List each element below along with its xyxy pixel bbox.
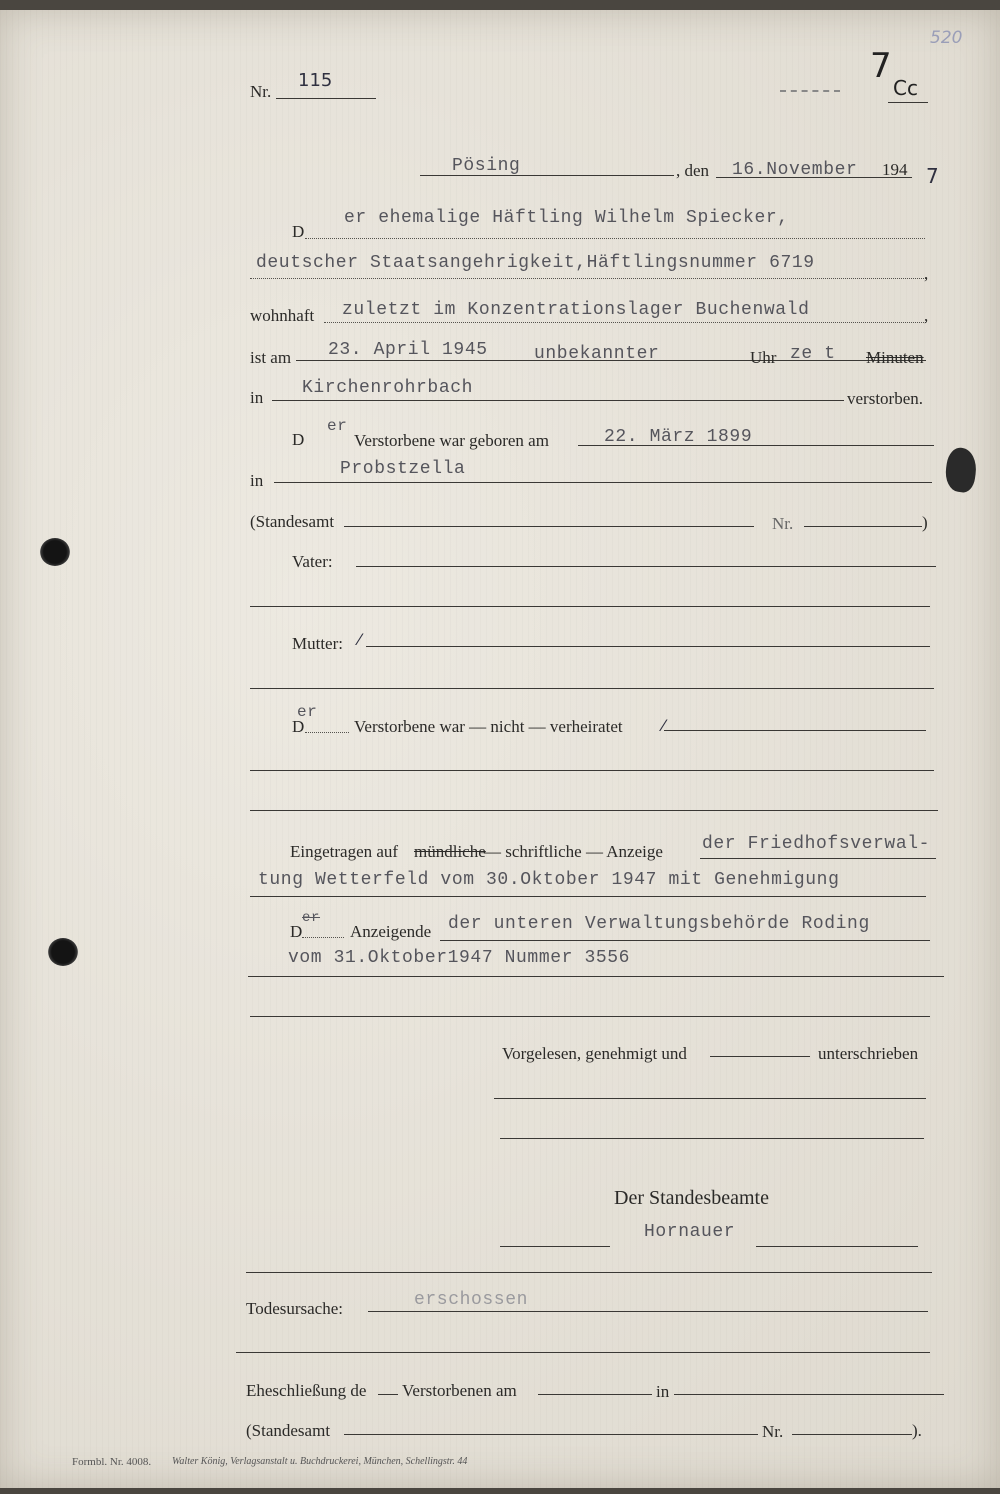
eheschliessung-label: Eheschließung de [246, 1381, 367, 1400]
standesamt-footer-label: (Standesamt [246, 1421, 331, 1440]
registration-line3: der unteren Verwaltungsbehörde Roding [448, 914, 870, 934]
marital-d-label: D [292, 717, 305, 736]
ink-blot [943, 446, 979, 494]
birth-place-value: Probstzella [340, 459, 466, 479]
date-value: 16.November [732, 160, 858, 180]
punch-hole-bottom [48, 938, 78, 966]
eingetragen-label: Eingetragen auf [290, 842, 399, 861]
todesursache-value: erschossen [414, 1290, 529, 1310]
deceased-description: er ehemalige Häftling Wilhelm Spiecker, [344, 208, 789, 228]
birth-nr-label: Nr. [772, 514, 794, 533]
uhr-label: Uhr [750, 348, 777, 367]
eheschliessung-in-label: in [656, 1382, 670, 1401]
den-label: , den [676, 161, 710, 180]
punch-hole-top [40, 538, 70, 566]
vorgelesen-label: Vorgelesen, genehmigt und [502, 1044, 687, 1063]
birth-d-label: D [292, 430, 305, 449]
wohnhaft-label: wohnhaft [250, 306, 315, 325]
registration-line4: vom 31.Oktober1947 Nummer 3556 [288, 948, 631, 968]
in-label: in [250, 388, 264, 407]
deceased-nationality: deutscher Staatsangehrigkeit,Häftlingsnummer 6719 [256, 253, 815, 273]
registration-line2: tung Wetterfeld vom 30.Oktober 1947 mit Genehmigung [258, 870, 840, 890]
mutter-label: Mutter: [292, 634, 343, 653]
nr-label: Nr. [250, 82, 272, 101]
register-sub: Cc [893, 76, 918, 100]
footer-nr-label: Nr. [762, 1422, 784, 1441]
standesbeamte-name: Hornauer [644, 1222, 736, 1242]
verstorben-label: verstorben. [847, 389, 924, 408]
deceased-d-label: D [292, 222, 305, 241]
year-prefix: 194 [882, 160, 908, 179]
marital-text: Verstorbene war — nicht — verheiratet [354, 717, 623, 736]
residence-value: zuletzt im Konzentrationslager Buchenwald [342, 300, 810, 320]
place-value: Pösing [452, 156, 521, 176]
anzeigende-label: Anzeigende [350, 922, 432, 941]
ist-am-label: ist am [250, 348, 292, 367]
register-page: Nr. 115 520 7 Cc Pösing , den 16.November 194 7 D er ehemalige Häftling Wilhelm Spiecker, deutscher Staatsangehrigkeit,Häftlingsnummer 6719 , wohnhaft zuletzt im Konzentrationslager Buchenwald , ist am 23. April 1945 unbekannter Uhr ze t Minuten in Kirchenrohrbach verstorben. D er Verstorbene war geboren am 22. März 1899 in Probstzella (Standesamt Nr. ) Vater: Mutter: ⁄ D er Verstorbene war — nicht — verheiratet ⁄ Eingetragen auf mündliche — schriftliche — Anzeige der Friedhofsverwal- tung Wetterfeld vom 30.Oktober 1947 mit Genehmigung D er Anzeigende der unteren Verwaltungsbehörde Roding vom 31.Oktober1947 Nummer 3556 Vorgelesen, genehmigt und unterschrieben Der Standesbeamte Hornauer Todesursache: erschossen Eheschließung de Verstorbenen am in (Standesamt Nr. ). Formbl. Nr. 4008. Walter König, Verlagsanstalt u. Buchdruckerei, München, Schellingstr. 44 [0, 10, 1000, 1488]
vater-label: Vater: [292, 552, 333, 571]
schriftlich-label: — schriftliche — Anzeige [484, 842, 663, 861]
register-mark: 7 [870, 46, 892, 86]
unterschrieben-label: unterschrieben [818, 1044, 919, 1063]
year-suffix: 7 [926, 164, 939, 188]
anzeigende-d-label: D [290, 922, 303, 941]
nr-value: 115 [298, 70, 333, 91]
registration-line1: der Friedhofsverwal- [702, 834, 931, 854]
verstorbenen-am-label: Verstorbenen am [402, 1381, 517, 1400]
page-mark: 520 [930, 28, 963, 48]
death-time-value: unbekannter [534, 344, 660, 364]
minuten-label: Minuten [866, 348, 924, 367]
formblatt-number: Formbl. Nr. 4008. [72, 1456, 152, 1468]
dash-mark [780, 90, 840, 92]
standesamt-label: (Standesamt [250, 512, 335, 531]
todesursache-label: Todesursache: [246, 1299, 343, 1318]
geboren-label: Verstorbene war geboren am [354, 431, 549, 450]
birth-in-label: in [250, 471, 264, 490]
death-place-value: Kirchenrohrbach [302, 378, 474, 398]
death-date-value: 23. April 1945 [328, 340, 488, 360]
standesbeamte-title: Der Standesbeamte [614, 1187, 769, 1209]
birth-date-value: 22. März 1899 [604, 427, 753, 447]
muendlich-struck: mündliche [414, 842, 486, 861]
publisher-imprint: Walter König, Verlagsanstalt u. Buchdruckerei, München, Schellingstr. 44 [172, 1456, 468, 1467]
